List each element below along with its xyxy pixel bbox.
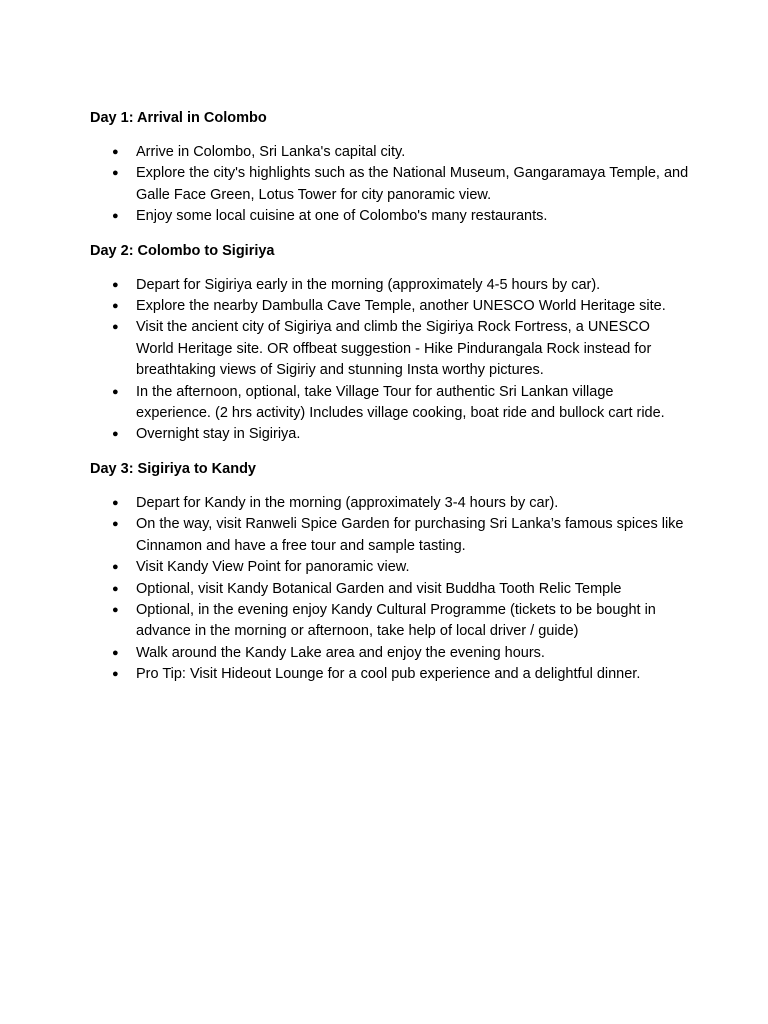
itinerary-document [90, 108, 690, 699]
list-item [90, 664, 690, 685]
bullet-icon: ● [112, 321, 119, 334]
list-item-text: Visit Kandy View Point for panoramic view. [136, 559, 410, 576]
bullet-icon: ● [112, 210, 119, 223]
bullet-icon: ● [112, 167, 119, 180]
list-item-text: Pro Tip: Visit Hideout Lounge for a cool pub experience and a delightful dinner. [136, 666, 641, 683]
day-2-title: Day 2: Colombo to Sigiriya [90, 242, 275, 259]
list-item [90, 142, 690, 163]
day-1-title: Day 1: Arrival in Colombo [90, 110, 267, 126]
list-item [90, 600, 690, 643]
bullet-icon: ● [112, 668, 119, 681]
list-item [90, 382, 690, 425]
list-item-text: Depart for Kandy in the morning (approximately 3-4 hours by car). [136, 494, 559, 511]
list-item [90, 579, 690, 600]
list-item-text: Overnight stay in Sigiriya. [136, 426, 301, 443]
bullet-icon: ● [112, 582, 119, 595]
bullet-icon: ● [112, 603, 119, 616]
list-item [90, 163, 690, 206]
list-item-text: Optional, in the evening enjoy Kandy Cultural Programme (tickets to be bought in advance in the morning or afternoon, take help of local driver / guide) [136, 601, 656, 640]
bullet-icon: ● [112, 561, 119, 574]
list-item [90, 317, 690, 381]
list-item-text: Depart for Sigiriya early in the morning (approximately 4-5 hours by car). [136, 276, 601, 293]
list-item [90, 296, 690, 317]
bullet-icon: ● [112, 300, 119, 313]
day-3-list [90, 493, 690, 686]
bullet-icon: ● [112, 385, 119, 398]
list-item [90, 206, 690, 227]
list-item-text: Enjoy some local cuisine at one of Colombo's many restaurants. [136, 208, 548, 225]
list-item [90, 424, 690, 445]
list-item [90, 275, 690, 296]
bullet-icon: ● [112, 496, 119, 509]
bullet-icon: ● [112, 146, 119, 158]
list-item-text: Explore the nearby Dambulla Cave Temple, another UNESCO World Heritage site. [136, 298, 666, 315]
list-item-text: Explore the city's highlights such as the National Museum, Gangaramaya Temple, and Galle Face Green, Lotus Tower for city panoramic view. [136, 165, 689, 203]
list-item-text: Walk around the Kandy Lake area and enjoy the evening hours. [136, 644, 545, 661]
day-2-list [90, 275, 690, 446]
day-3-section [90, 459, 690, 686]
day-1-list [90, 142, 690, 228]
list-item [90, 514, 690, 557]
list-item-text: Arrive in Colombo, Sri Lanka's capital city. [136, 144, 406, 160]
list-item-text: In the afternoon, optional, take Village Tour for authentic Sri Lankan village experience. (2 hrs activity) Includes village cooking, boat ride and bullock cart ride. [136, 383, 665, 422]
list-item-text: Optional, visit Kandy Botanical Garden and visit Buddha Tooth Relic Temple [136, 580, 622, 597]
list-item [90, 557, 690, 578]
list-item-text: Visit the ancient city of Sigiriya and climb the Sigiriya Rock Fortress, a UNESCO World Heritage site. OR offbeat suggestion - Hike Pindurangala Rock instead for breathtaking views of Sigiriy and stunning Insta worthy pictures. [136, 319, 652, 379]
bullet-icon: ● [112, 278, 119, 291]
list-item [90, 643, 690, 664]
day-3-title: Day 3: Sigiriya to Kandy [90, 460, 256, 477]
day-2-section [90, 241, 690, 446]
bullet-icon: ● [112, 518, 119, 531]
bullet-icon: ● [112, 428, 119, 441]
bullet-icon: ● [112, 646, 119, 659]
list-item-text: On the way, visit Ranweli Spice Garden for purchasing Sri Lanka’s famous spices like Cinnamon and have a free tour and sample tasting. [136, 516, 684, 554]
day-1-section [90, 108, 690, 228]
list-item [90, 493, 690, 514]
